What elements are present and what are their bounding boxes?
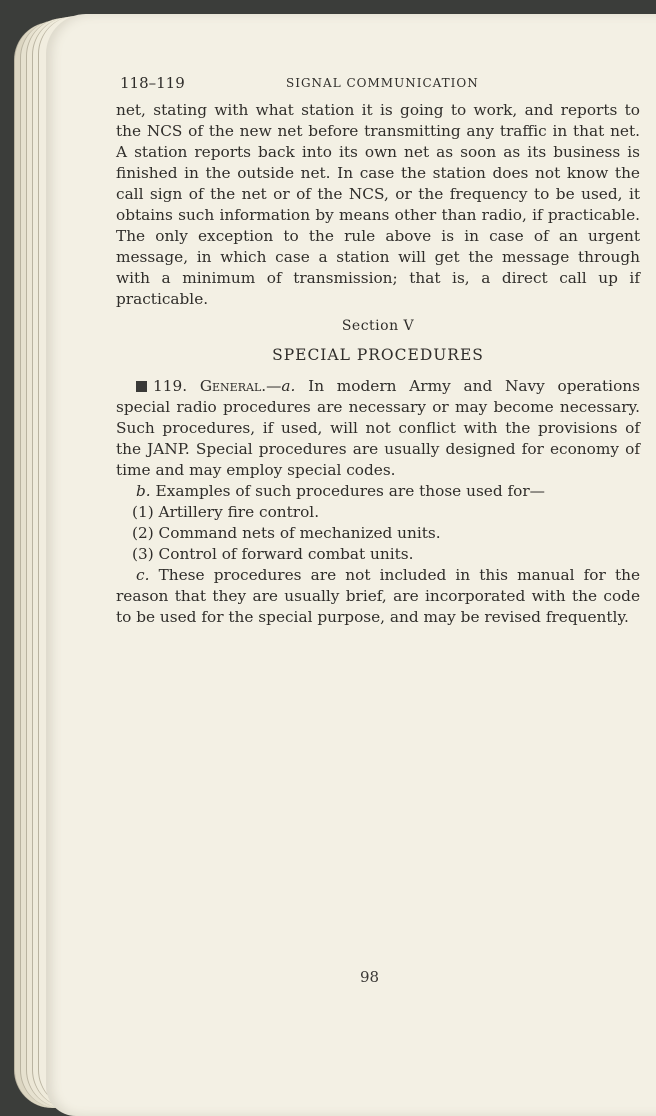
paragraph-number: 119. (153, 377, 188, 395)
subparagraph-a-text: In modern Army and Navy operations special radio procedures are necessary or may become necessary. Such procedures, if used, will not conflict with the provisions of the JANP. Special procedures are usually designed for economy of time and may employ special codes. (116, 377, 640, 479)
running-head (116, 70, 640, 100)
list-item: (3) Control of forward combat units. (132, 545, 414, 563)
carryover-paragraph: net, stating with what station it is going to work, and reports to the NCS of the new net before transmitting any traffic in that net. A station reports back into its own net as soon as its business is finished in the outside net. In case the station does not know the call sign of the net or of the NCS, or the frequency to be used, it obtains such information by means other than radio, if practicable. The only exception to the rule above is in case of an urgent message, in which case a station will get the message through with a minimum of transmission; that is, a direct call up if practicable. (116, 101, 640, 308)
paragraph-marker-icon (136, 381, 147, 392)
subparagraph-c-text: These procedures are not included in this manual for the reason that they are usually brief, are incorporated with the code to be used for the special purpose, and may be revised frequently. (116, 566, 640, 626)
page-number: 98 (360, 968, 380, 986)
list-item: (2) Command nets of mechanized units. (132, 524, 441, 542)
paragraph-range: 118–119 (120, 74, 185, 92)
running-title: SIGNAL COMMUNICATION (286, 76, 479, 90)
subparagraph-label-a: a. (281, 377, 296, 395)
heading-dash: — (266, 377, 282, 395)
page-content (116, 70, 640, 628)
subparagraph-b-text: Examples of such procedures are those used for— (155, 482, 545, 500)
paragraph-119-b (116, 481, 640, 502)
paragraph-119-a (116, 376, 640, 481)
section-title: SPECIAL PROCEDURES (272, 346, 484, 364)
paragraph-119-c (116, 565, 640, 628)
list-item: (1) Artillery fire control. (132, 503, 320, 521)
subparagraph-label-c: c. (136, 566, 150, 584)
paragraph-heading: General. (199, 377, 267, 395)
section-number: Section V (341, 318, 415, 334)
subparagraph-label-b: b. (136, 482, 151, 500)
